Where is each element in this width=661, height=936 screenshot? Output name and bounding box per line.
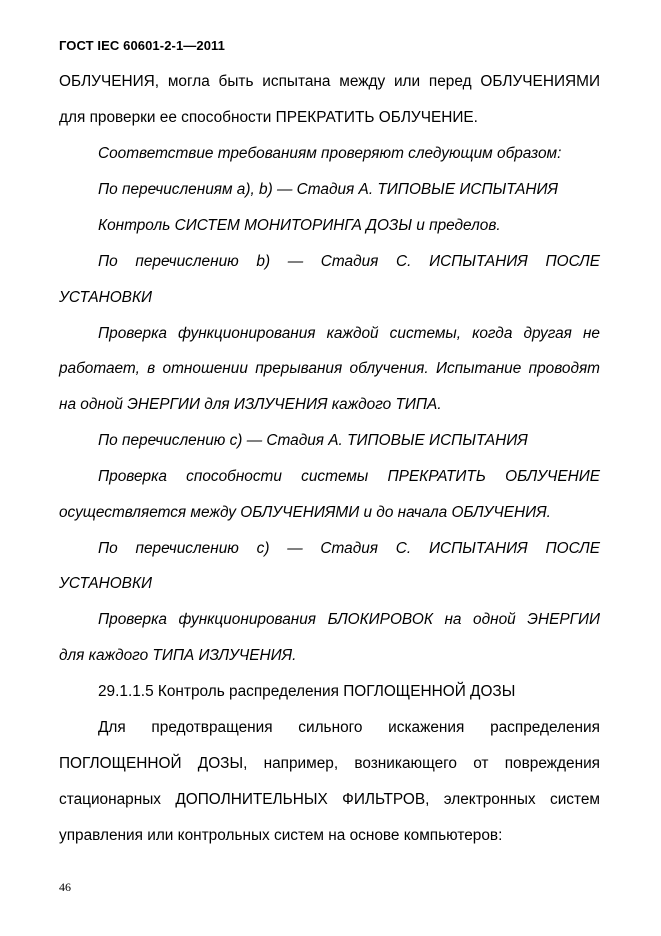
- text-line-9: работает, в отношении прерывания облучения. Испытание проводят: [59, 360, 600, 377]
- text-line-2: для проверки ее способности ПРЕКРАТИТЬ ОБЛУЧЕНИЕ.: [59, 109, 478, 126]
- text-line-12: Проверка способности системы ПРЕКРАТИТЬ ОБЛУЧЕНИЕ: [98, 468, 600, 485]
- text-line-4: По перечислениям a), b) — Стадия А. ТИПОВЫЕ ИСПЫТАНИЯ: [98, 181, 559, 198]
- text-line-15: УСТАНОВКИ: [59, 575, 153, 592]
- text-line-6: По перечислению b) — Стадия С. ИСПЫТАНИЯ ПОСЛЕ: [98, 253, 600, 270]
- text-line-14: По перечислению с) — Стадия С. ИСПЫТАНИЯ ПОСЛЕ: [98, 540, 600, 557]
- text-line-13: осуществляется между ОБЛУЧЕНИЯМИ и до начала ОБЛУЧЕНИЯ.: [59, 504, 551, 521]
- text-line-16: Проверка функционирования БЛОКИРОВОК на одной ЭНЕРГИИ: [98, 611, 600, 628]
- text-line-17: для каждого ТИПА ИЗЛУЧЕНИЯ.: [59, 647, 297, 664]
- text-line-7: УСТАНОВКИ: [59, 289, 153, 306]
- text-line-11: По перечислению с) — Стадия А. ТИПОВЫЕ ИСПЫТАНИЯ: [98, 432, 528, 449]
- text-line-19: Для предотвращения сильного искажения распределения: [98, 719, 600, 736]
- page-number: 46: [59, 880, 71, 894]
- text-line-22: управления или контрольных систем на основе компьютеров:: [59, 827, 503, 844]
- text-line-8: Проверка функционирования каждой системы, когда другая не: [98, 325, 600, 342]
- text-line-1: ОБЛУЧЕНИЯ, могла быть испытана между или перед ОБЛУЧЕНИЯМИ: [59, 73, 600, 90]
- section-heading: 29.1.1.5 Контроль распределения ПОГЛОЩЕННОЙ ДОЗЫ: [98, 683, 516, 700]
- text-line-5: Контроль СИСТЕМ МОНИТОРИНГА ДОЗЫ и пределов.: [98, 217, 501, 234]
- text-line-10: на одной ЭНЕРГИИ для ИЗЛУЧЕНИЯ каждого ТИПА.: [59, 396, 442, 413]
- text-line-21: стационарных ДОПОЛНИТЕЛЬНЫХ ФИЛЬТРОВ, электронных систем: [59, 791, 600, 808]
- text-line-20: ПОГЛОЩЕННОЙ ДОЗЫ, например, возникающего от повреждения: [59, 755, 600, 772]
- document-header: ГОСТ IEC 60601-2-1—2011: [59, 38, 225, 53]
- text-line-3: Соответствие требованиям проверяют следующим образом:: [98, 145, 562, 162]
